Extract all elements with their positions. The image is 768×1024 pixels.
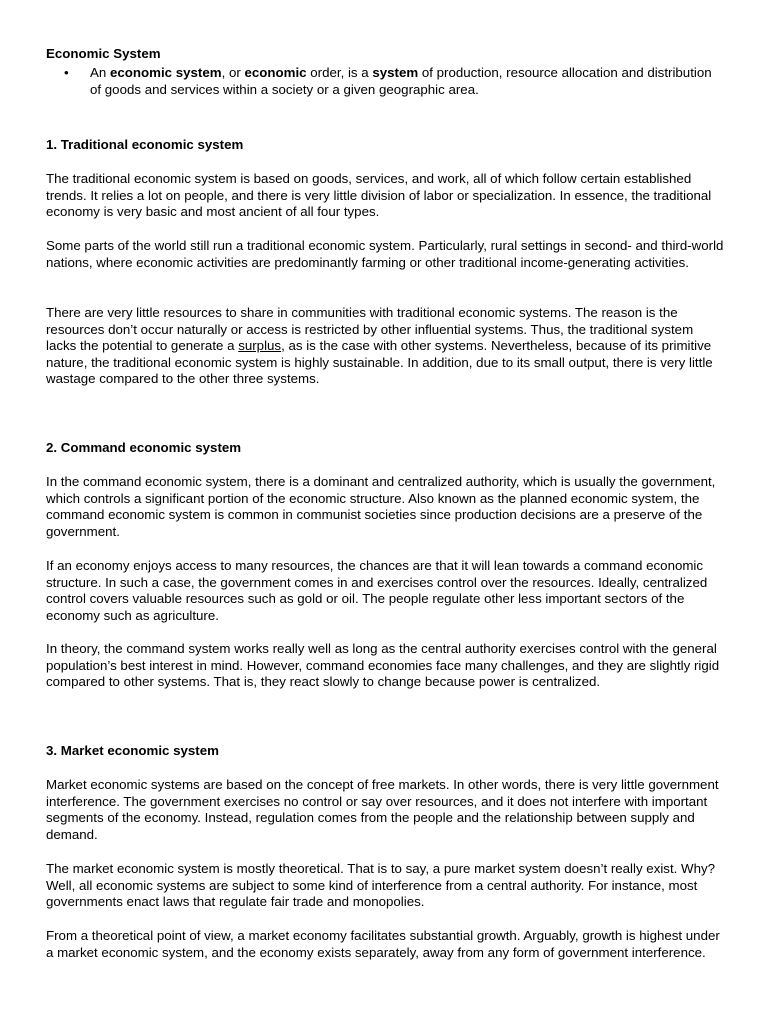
document-title: Economic System — [46, 46, 161, 61]
section-paragraph: The traditional economic system is based on goods, services, and work, all of which follow certain established trends. It relies a lot on people, and there is very little division of labor or specialization. In essence, the traditional economy is very basic and most ancient of all four types. — [46, 171, 712, 220]
definition-text: An economic system, or economic order, is a system of production, resource allocation and distribution of goods and services within a society or a given geographic area. — [90, 65, 712, 97]
section-paragraph: The market economic system is mostly theoretical. That is to say, a pure market system doesn’t really exist. Why? Well, all economic systems are subject to some kind of interference from a central authority. For instance, most governments enact laws that regulate fair trade and monopolies. — [46, 861, 716, 910]
surplus-link[interactable]: surplus — [238, 338, 282, 354]
section-paragraph: In theory, the command system works really well as long as the central authority exercises control with the general population’s best interest in mind. However, command economies face many challenges, and they are slightly rigid compared to other systems. That is, they react slowly to change because power is centralized. — [46, 641, 720, 690]
section-paragraph: Market economic systems are based on the concept of free markets. In other words, there is very little government interference. The government exercises no control or say over resources, and it does not interfere with important segments of the economy. Instead, regulation comes from the people and the relationship between supply and demand. — [46, 777, 719, 842]
definition-bullet — [64, 65, 726, 98]
section-heading-traditional: 1. Traditional economic system — [46, 137, 244, 152]
section-heading-market: 3. Market economic system — [46, 743, 219, 758]
section-heading-command: 2. Command economic system — [46, 440, 242, 455]
section-paragraph: In the command economic system, there is a dominant and centralized authority, which is usually the government, which controls a significant portion of the economic structure. Also known as the planned economic system, the command economic system is common in communist societies since production decisions are a preserve of the government. — [46, 474, 716, 539]
section-paragraph: From a theoretical point of view, a market economy facilitates substantial growth. Arguably, growth is highest under a market economic system, and the economy exists separately, away from any form of government interference. — [46, 928, 720, 960]
section-paragraph: If an economy enjoys access to many resources, the chances are that it will lean towards a command economic structure. In such a case, the government comes in and exercises control over the resources. Ideally, centralized control covers valuable resources such as gold or oil. The people regulate other less important sectors of the economy such as agriculture. — [46, 558, 708, 623]
section-paragraph: Some parts of the world still run a traditional economic system. Particularly, rural settings in second- and third-world nations, where economic activities are predominantly farming or other traditional income-generating activities. — [46, 238, 724, 270]
section-paragraph: There are very little resources to share in communities with traditional economic systems. The reason is the resources don’t occur naturally or access is restricted by other influential systems. Thus, the traditional system lacks the potential to generate a surplus, as is the case with other systems. Nevertheless, because of its primitive nature, the traditional economic system is highly sustainable. In addition, due to its small output, there is very little wastage compared to the other three systems. — [46, 305, 713, 387]
bullet-icon: • — [64, 65, 69, 80]
